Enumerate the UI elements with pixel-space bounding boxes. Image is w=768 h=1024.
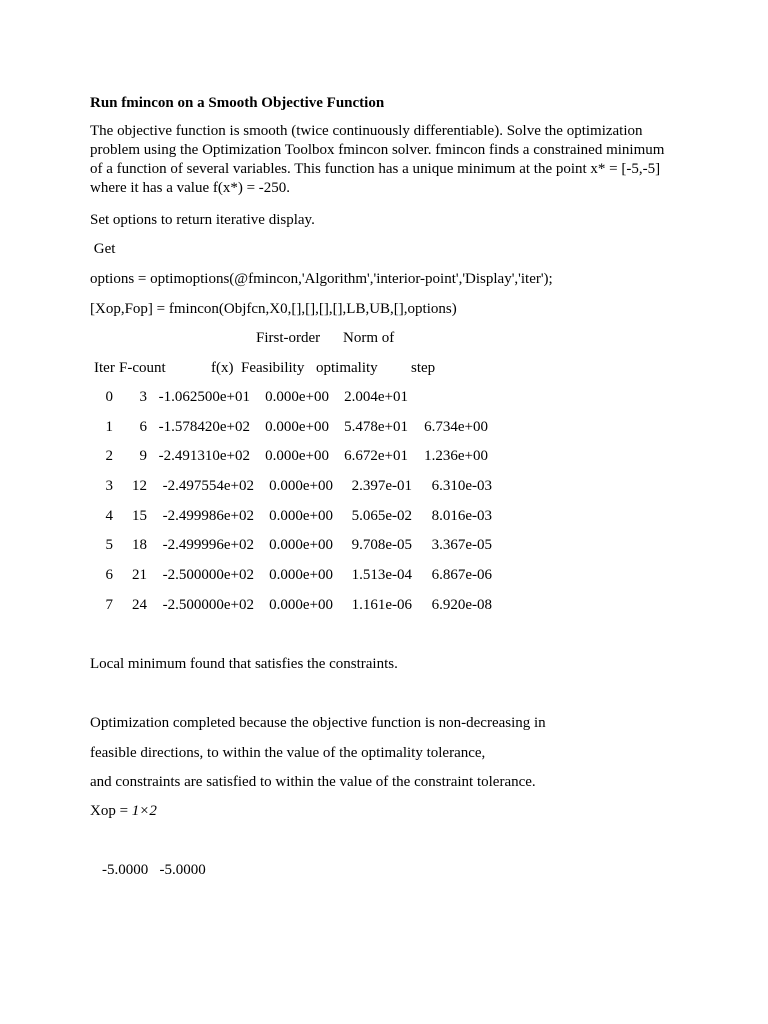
- xop-size: 1×2: [131, 803, 157, 819]
- cell-step: 6.920e-08: [431, 597, 492, 613]
- cell-optimality: 2.004e+01: [344, 389, 408, 405]
- cell-step: 8.016e-03: [431, 508, 492, 524]
- section-title: Run fmincon on a Smooth Objective Function: [90, 95, 385, 111]
- xop-label: Xop =: [90, 803, 132, 819]
- cell-fx: -2.500000e+02: [162, 567, 254, 583]
- cell-fx: -1.578420e+02: [158, 419, 250, 435]
- header-step: step: [411, 360, 436, 376]
- cell-step: 6.310e-03: [431, 478, 492, 494]
- header-first-order: First-order: [256, 330, 321, 346]
- options-note: Set options to return iterative display.: [90, 212, 315, 228]
- header-norm-of: Norm of: [343, 330, 395, 346]
- cell-iter: 7: [105, 597, 113, 613]
- cell-fcount: 21: [132, 567, 147, 583]
- cell-feasibility: 0.000e+00: [269, 478, 333, 494]
- cell-fcount: 15: [132, 508, 147, 524]
- cell-optimality: 1.161e-06: [351, 597, 412, 613]
- get-label: Get: [90, 241, 116, 257]
- cell-optimality: 1.513e-04: [351, 567, 412, 583]
- cell-step: 3.367e-05: [431, 537, 492, 553]
- cell-feasibility: 0.000e+00: [265, 389, 329, 405]
- code-options-line: options = optimoptions(@fmincon,'Algorithm','interior-point','Display','iter');: [90, 271, 553, 287]
- cell-feasibility: 0.000e+00: [269, 508, 333, 524]
- cell-fcount: 12: [132, 478, 147, 494]
- cell-fcount: 18: [132, 537, 147, 553]
- header-fx: f(x): [211, 360, 234, 376]
- cell-optimality: 2.397e-01: [351, 478, 412, 494]
- cell-iter: 5: [105, 537, 113, 553]
- cell-feasibility: 0.000e+00: [265, 448, 329, 464]
- intro-paragraph: The objective function is smooth (twice continuously differentiable). Solve the optimization problem using the Optimization Toolbox fmincon solver. fmincon finds a constrained minimum of a function of several variables. This function has a unique minimum at the point x* = [-5,-5] where it has a value f(x*) = -250.: [90, 123, 665, 196]
- cell-iter: 3: [105, 478, 113, 494]
- cell-fcount: 24: [132, 597, 147, 613]
- header-feasibility: Feasibility: [241, 360, 305, 376]
- cell-optimality: 6.672e+01: [344, 448, 408, 464]
- cell-optimality: 5.478e+01: [344, 419, 408, 435]
- cell-fx: -2.491310e+02: [158, 448, 250, 464]
- cell-iter: 4: [105, 508, 113, 524]
- cell-iter: 2: [105, 448, 113, 464]
- cell-step: 6.734e+00: [424, 419, 488, 435]
- cell-feasibility: 0.000e+00: [269, 597, 333, 613]
- completion-line-3: and constraints are satisfied to within the value of the constraint tolerance.: [90, 774, 536, 790]
- cell-fx: -2.500000e+02: [162, 597, 254, 613]
- cell-iter: 6: [105, 567, 113, 583]
- cell-fx: -2.499986e+02: [162, 508, 254, 524]
- cell-fx: -2.497554e+02: [162, 478, 254, 494]
- header-iter: Iter: [94, 360, 115, 376]
- local-min-message: Local minimum found that satisfies the constraints.: [90, 656, 398, 672]
- cell-step: 6.867e-06: [431, 567, 492, 583]
- cell-optimality: 5.065e-02: [351, 508, 412, 524]
- cell-fx: -2.499996e+02: [162, 537, 254, 553]
- code-call-line: [Xop,Fop] = fmincon(Objfcn,X0,[],[],[],[],LB,UB,[],options): [90, 301, 457, 317]
- xop-values: -5.0000 -5.0000: [102, 862, 206, 878]
- header-fcount: F-count: [119, 360, 166, 376]
- cell-fcount: 3: [139, 389, 147, 405]
- cell-iter: 0: [105, 389, 113, 405]
- cell-optimality: 9.708e-05: [351, 537, 412, 553]
- cell-feasibility: 0.000e+00: [269, 567, 333, 583]
- header-optimality: optimality: [316, 360, 378, 376]
- cell-step: 1.236e+00: [424, 448, 488, 464]
- cell-feasibility: 0.000e+00: [265, 419, 329, 435]
- completion-line-2: feasible directions, to within the value of the optimality tolerance,: [90, 745, 486, 761]
- completion-line-1: Optimization completed because the objective function is non-decreasing in: [90, 715, 546, 731]
- cell-fx: -1.062500e+01: [158, 389, 250, 405]
- cell-iter: 1: [105, 419, 113, 435]
- xop-output: [90, 802, 157, 820]
- cell-fcount: 9: [139, 448, 147, 464]
- cell-feasibility: 0.000e+00: [269, 537, 333, 553]
- cell-fcount: 6: [139, 419, 147, 435]
